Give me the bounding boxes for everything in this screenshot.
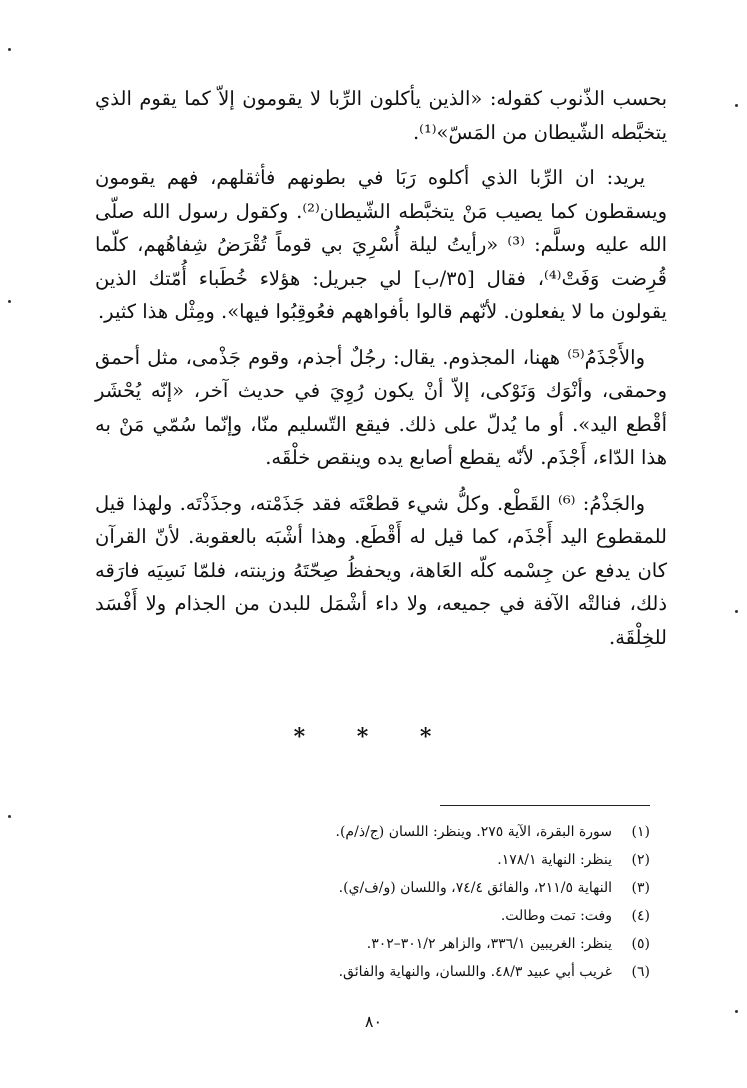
- footnote-number: (٤): [631, 908, 650, 924]
- scan-speck: [735, 610, 738, 613]
- paragraph-3: والأَجْذَمُ⁽⁵⁾ ههنا، المجذوم. يقال: رجُلٌ أجذم، وقوم جَذْمى، مثل أحمق وحمقى، وأنْوَك وَنَوْكى، إلاّ أنْ يكون رُوِيَ في حديث آخر، «إنّه يُحْشَر أقْطع اليد». أو ما يُدلّ على ذلك. فيقع التّسليم منّا، وإنّما سُمّي مَنْ به هذا الدّاء، أَجْذَم. لأنّه يقطع أصابع يده وينقص خلْقَه.: [95, 345, 667, 469]
- footnote-2: [240, 846, 650, 874]
- paragraph-2: يريد: ان الرِّبا الذي أكلوه رَبَا في بطونهم فأثقلهم، فهم يقومون ويسقطون كما يصيب مَنْ يتخبَّطه الشّيطان⁽²⁾. وكقول رسول الله صلّى الله عليه وسلَّم: ⁽³⁾ «رأيتُ ليلة أُسْرِيَ بي قوماً تُقْرَضُ شِفاهُهم، كلّما قُرِضت وَفَتْ⁽⁴⁾، فقال [٣٥/ب] لي جبريل: هؤلاء خُطَباء أُمّتك الذين يقولون ما لا يفعلون. لأنّهم قالوا بأفواههم فعُوقِبُوا فيها». ومِثْل هذا كثير.: [95, 166, 668, 323]
- paragraph-4: والجَذْمُ: ⁽⁶⁾ القَطْع. وكلُّ شيء قطعْتَه فقد جَذَمْته، وجذَذْتَه. ولهذا قيل للمقطوع اليد أَجْذَم، كما قيل له أَقْطَع. وهذا أشْبَه بالعقوبة. لأنّ القرآن كان يدفع عن جِسْمه كلّه العَاهة، ويحفظُ صِحّتَهُ وزينته، فلمّا نَسِيَه فارَقه ذلك، فنالتْه الآفة في جميعه، ولا داء أشْمَل للبدن من الجذام ولا أَفْسَد للخِلْقَة.: [95, 491, 667, 649]
- footnote-text: غريب أبي عبيد ٤٨/٣. واللسان، والنهاية والفائق.: [338, 964, 612, 980]
- paragraph-1: بحسب الذّنوب كقوله: «الذين يأكلون الرِّبا لا يقومون إلاّ كما يقوم الذي يتخبَّطه الشّيطان من المَسّ»⁽¹⁾.: [95, 87, 667, 144]
- page-number: ٨٠: [364, 1012, 383, 1031]
- section-separator: * * *: [293, 724, 454, 750]
- footnote-number: (٢): [631, 852, 650, 868]
- footnote-text: وفت: تمت وطالت.: [500, 908, 612, 924]
- footnote-4: [240, 902, 650, 930]
- scan-speck: [8, 48, 11, 51]
- footnote-1: [240, 818, 650, 846]
- footnotes: [240, 818, 650, 986]
- footnote-number: (٦): [631, 964, 650, 980]
- footnote-text: النهاية ٢١١/٥، والفائق ٧٤/٤، واللسان (و/ف/ي).: [338, 880, 612, 896]
- scan-speck: [735, 1010, 738, 1013]
- footnote-number: (٣): [631, 880, 650, 896]
- main-text: [95, 82, 667, 654]
- footnote-number: (٥): [631, 936, 650, 952]
- footnote-divider: [440, 805, 650, 806]
- footnote-text: ينظر: النهاية ١٧٨/١.: [497, 852, 612, 868]
- footnote-3: [240, 874, 650, 902]
- footnote-6: [240, 958, 650, 986]
- footnote-5: [240, 930, 650, 958]
- scan-speck: [8, 815, 11, 818]
- footnote-text: ينظر: الغريبين ٣٣٦/١، والزاهر ٣٠١/٢–٣٠٢.: [366, 936, 612, 952]
- footnote-text: سورة البقرة، الآية ٢٧٥. وينظر: اللسان (ج/ذ/م).: [335, 824, 612, 840]
- scan-speck: [735, 104, 738, 107]
- footnote-number: (١): [631, 824, 650, 840]
- scan-speck: [8, 300, 11, 303]
